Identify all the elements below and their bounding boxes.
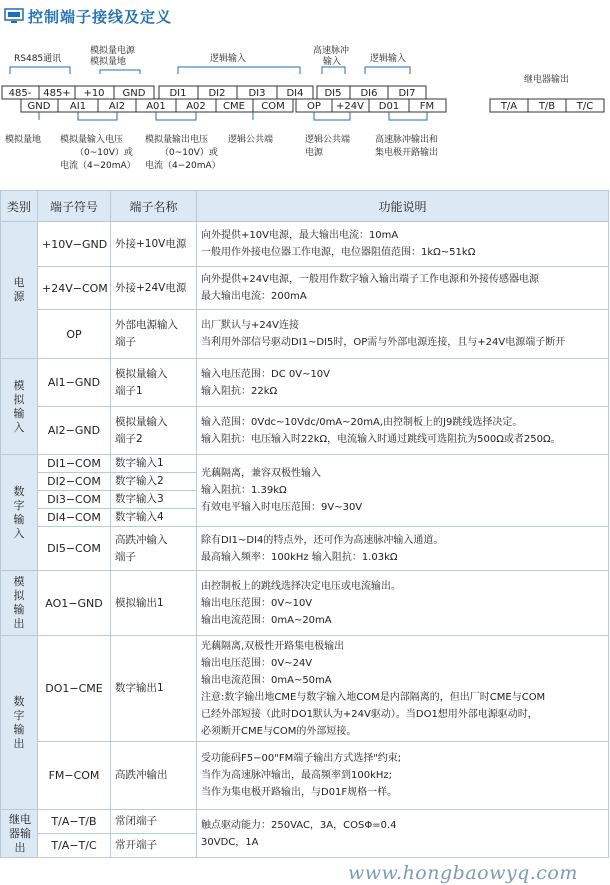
function-desc: 由控制板上的跳线选择决定电压或电流输出。 输出电压范围：0V~10V 输出电流范围：0mA~20mA (197, 571, 609, 636)
label-hs-out-1: 高速脉冲输出和 (375, 135, 439, 145)
label-ao-3: 电流（4−20mA） (145, 161, 221, 171)
watermark: www.hongbaowyq.com (348, 862, 578, 884)
category-digital-input: 数字输入 (1, 455, 38, 571)
function-desc: 光藕隔离,双极性开路集电极输出 输出电压范围：0V~24V 输出电流范围：0mA~50mA 注意:数字输出地CME与数字输入地COM是内部隔离的，但出厂时CME与COM 已经外部短接（此时DO1默认为+24V驱动）。当DO1想用外部电源驱动时， 必须断开CME与COM的外部短接。 (197, 636, 609, 742)
terminal-a02: A02 (186, 101, 206, 112)
category-relay-output: 继电器输出 (1, 810, 38, 858)
terminal-cme: CME (223, 101, 245, 112)
terminal-com: COM (261, 101, 285, 112)
label-analog-power: 模拟量电源 (90, 46, 136, 56)
terminal-symbol: +24V−COM (38, 267, 111, 310)
terminal-op: OP (307, 101, 321, 112)
terminal-symbol: AI2−GND (38, 407, 111, 455)
header-category: 类别 (1, 191, 38, 222)
function-desc: 输入范围：0Vdc~10Vdc/0mA~20mA,由控制板上的J9跳线选择决定。 输入阻抗：电压输入时22kΩ，电流输入时通过跳线可选阻抗为500Ω或者250Ω。 (197, 407, 609, 455)
label-logic-input-b: 逻辑输入 (370, 54, 407, 64)
table-header-row (1, 191, 609, 222)
terminal-name: 数字输出1 (111, 636, 197, 742)
terminal-d01: D01 (378, 101, 400, 112)
label-logic-common-power-1: 逻辑公共端 (305, 135, 351, 145)
terminal-di6: DI6 (360, 88, 378, 99)
terminal-name: 模拟量输入 端子2 (111, 407, 197, 455)
terminal-symbol: DI5−COM (38, 527, 111, 571)
table-row (1, 267, 609, 310)
table-row (1, 455, 609, 473)
label-ao-1: 模拟量输出电压 (145, 135, 209, 145)
terminal-di5: DI5 (324, 88, 342, 99)
terminal-485-minus: 485- (8, 88, 32, 99)
function-desc: 出厂默认与+24V连接 当利用外部信号驱动DI1~DI5时，OP需与外部电源连接，且与+24V电源端子断开 (197, 310, 609, 359)
terminal-di7: DI7 (398, 88, 416, 99)
terminal-485-plus: 485+ (43, 88, 71, 99)
category-digital-output: 数字输出 (1, 636, 38, 810)
terminal-ai2: AI2 (108, 101, 126, 112)
terminal-gnd-top: GND (122, 88, 146, 99)
function-desc: 向外提供+10V电源，最大输出电流：10mA 一般用作外接电位器工作电源，电位器阻值范围：1kΩ~51kΩ (197, 222, 609, 267)
terminal-fm: FM (419, 101, 435, 112)
label-logic-common-power-2: 电源 (305, 148, 324, 158)
terminal-name: 高跌冲输入 端子 (111, 527, 197, 571)
terminal-di4: DI4 (286, 88, 304, 99)
table-row (1, 742, 609, 810)
terminal-symbol: T/A−T/C (38, 834, 111, 858)
terminal-name: 数字输入2 (111, 473, 197, 491)
terminal-name: 常开端子 (111, 834, 197, 858)
function-desc: 光藕隔离，兼容双极性输入 输入阻抗：1.39kΩ 有效电平输入时电压范围：9V~30V (197, 455, 609, 527)
label-logic-input-a: 逻辑输入 (210, 54, 247, 64)
header-function-desc: 功能说明 (197, 191, 609, 222)
table-row (1, 222, 609, 267)
function-desc: 向外提供+24V电源，一般用作数字输入输出端子工作电源和外接传感器电源 最大输出电流：200mA (197, 267, 609, 310)
label-ai-3: 电流（4−20mA） (60, 161, 136, 171)
page-title: 控制端子接线及定义 (28, 8, 173, 26)
table-row (1, 810, 609, 834)
header-terminal-name: 端子名称 (111, 191, 197, 222)
label-ai-1: 模拟量输入电压 (60, 135, 124, 145)
function-desc: 触点驱动能力：250VAC，3A，COSΦ=0.4 30VDC，1A (197, 810, 609, 858)
terminal-symbol: AI1−GND (38, 359, 111, 407)
label-analog-ground: 模拟量地 (5, 135, 42, 145)
table-row (1, 571, 609, 636)
terminal-di3: DI3 (248, 88, 266, 99)
terminal-symbol: DI1−COM (38, 455, 111, 473)
table-row (1, 359, 609, 407)
label-hs-pulse-1: 高速脉冲 (313, 46, 350, 56)
label-analog-gnd: 模拟量地 (90, 57, 127, 67)
label-ao-2: （0~10V）或 (160, 148, 218, 158)
terminal-diagram (0, 40, 610, 180)
terminal-name: 模拟量输入 端子1 (111, 359, 197, 407)
terminal-a01: A01 (146, 101, 166, 112)
table-row (1, 636, 609, 742)
terminal-symbol: FM−COM (38, 742, 111, 810)
terminal-tc: T/C (576, 101, 594, 112)
label-hs-out-2: 集电极开路输出 (375, 148, 439, 158)
terminal-name: 外部电源输入 端子 (111, 310, 197, 359)
table-row (1, 310, 609, 359)
terminal-gnd-bottom: GND (27, 101, 51, 112)
terminal-symbol: DI2−COM (38, 473, 111, 491)
terminal-symbol: DO1−CME (38, 636, 111, 742)
category-analog-output: 模拟输出 (1, 571, 38, 636)
function-desc: 输入电压范围：DC 0V~10V 输入阻抗：22kΩ (197, 359, 609, 407)
label-rs485: RS485通讯 (14, 54, 62, 64)
monitor-icon (4, 8, 24, 24)
terminal-name: 数字输入4 (111, 509, 197, 527)
terminal-name: 外接+10V电源 (111, 222, 197, 267)
table-row (1, 407, 609, 455)
label-ai-2: （0~10V）或 (75, 148, 133, 158)
label-relay-out: 继电器输出 (524, 75, 570, 85)
terminal-plus24v: +24V (336, 101, 364, 112)
terminal-name: 高跌冲输出 (111, 742, 197, 810)
terminal-tb: T/B (538, 101, 556, 112)
terminal-name: 数字输入1 (111, 455, 197, 473)
terminal-di2: DI2 (208, 88, 226, 99)
terminal-ai1: AI1 (69, 101, 87, 112)
terminal-di1: DI1 (169, 88, 187, 99)
label-hs-pulse-2: 输入 (323, 57, 342, 67)
terminal-name: 数字输入3 (111, 491, 197, 509)
header-terminal-symbol: 端子符号 (38, 191, 111, 222)
terminal-symbol: AO1−GND (38, 571, 111, 636)
category-power: 电源 (1, 222, 38, 359)
terminal-spec-table (0, 190, 609, 858)
terminal-name: 模拟输出1 (111, 571, 197, 636)
terminal-plus10: +10 (83, 88, 105, 99)
title-bar (0, 0, 610, 40)
terminal-ta: T/A (500, 101, 518, 112)
terminal-symbol: +10V−GND (38, 222, 111, 267)
terminal-symbol: DI3−COM (38, 491, 111, 509)
terminal-name: 外接+24V电源 (111, 267, 197, 310)
terminal-symbol: OP (38, 310, 111, 359)
table-row (1, 527, 609, 571)
terminal-name: 常闭端子 (111, 810, 197, 834)
function-desc: 除有DI1~DI4的特点外，还可作为高速脉冲输入通道。 最高输入频率：100kHz 输入阻抗：1.03kΩ (197, 527, 609, 571)
terminal-symbol: DI4−COM (38, 509, 111, 527)
function-desc: 受功能码F5−00"FM端子输出方式选择"约束; 当作为高速脉冲输出，最高频率到100kHz; 当作为集电极开路输出，与D01F规格一样。 (197, 742, 609, 810)
category-analog-input: 模拟输入 (1, 359, 38, 455)
terminal-symbol: T/A−T/B (38, 810, 111, 834)
label-logic-common: 逻辑公共端 (228, 135, 274, 145)
